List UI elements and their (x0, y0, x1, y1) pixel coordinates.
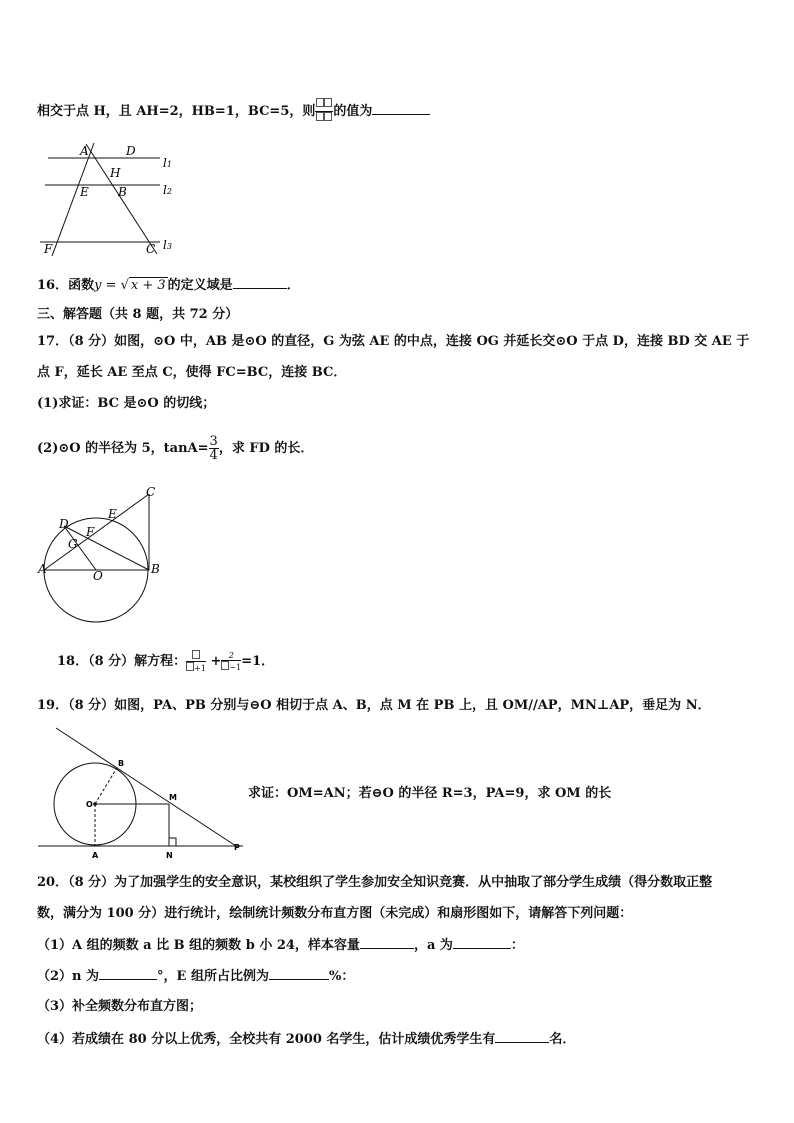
label-d: D (126, 144, 136, 158)
q20-line1: 20．（8 分）为了加强学生的安全意识，某校组织了学生参加安全知识竞赛．从中抽取了部分学生成绩（得分数取正整 (37, 875, 713, 890)
label-f: F (44, 242, 53, 256)
answer-blank (269, 967, 329, 980)
label-m: M (169, 793, 177, 802)
placeholder-box-icon (192, 650, 200, 659)
q19-proof: 求证：OM=AN；若⊖O 的半径 R=3，PA=9，求 OM 的长 (248, 786, 612, 801)
label-d: D (59, 517, 69, 531)
placeholder-box-icon (186, 662, 194, 671)
q20-part2 (37, 967, 354, 986)
q20-line2: 数，满分为 100 分）进行统计，绘制统计频数分布直方图（未完成）和扇形图如下，请解答下列问题： (37, 906, 633, 921)
label-p: P (234, 843, 240, 852)
label-n: N (166, 851, 173, 860)
q16-radicand: x + 3 (130, 278, 166, 293)
line-af (52, 143, 94, 256)
q18-line (57, 650, 274, 673)
q16-suffix: 的定义域是 (167, 278, 233, 293)
q16-line: 16．函数y = √ x + 3 的定义域是 ． (37, 278, 300, 293)
q20-part3: （3）补全频数分布直方图； (37, 999, 203, 1014)
q16-function: y = (94, 278, 121, 293)
fraction-denominator: −1 (229, 663, 242, 672)
placeholder-box-icon (324, 112, 332, 121)
q20-part1-text-b: ，a 为 (413, 938, 453, 953)
answer-blank (99, 967, 157, 980)
q18-fraction-1 (186, 650, 206, 673)
q20-part2-text-c: %： (328, 969, 355, 984)
label-e: E (108, 507, 117, 521)
label-a: A (38, 562, 47, 576)
label-l3: l3 (163, 238, 172, 252)
q20-part1 (37, 936, 524, 955)
fraction-denominator: +1 (194, 664, 206, 673)
q17-part2 (37, 435, 313, 462)
q19-line: 19．（8 分）如图，PA、PB 分别与⊖O 相切于点 A、B，点 M 在 PB 上，且 OM//AP，MN⊥AP，垂足为 N． (37, 698, 711, 713)
figure-tangent-circle (38, 722, 248, 862)
answer-blank (453, 936, 511, 949)
answer-blank (495, 1030, 549, 1043)
q20-part2-text: （2）n 为 (37, 969, 100, 984)
q18-fraction-2 (221, 651, 241, 672)
answer-blank (360, 936, 414, 949)
placeholder-box-icon (316, 112, 324, 121)
segment-ob (95, 766, 118, 804)
label-b: B (118, 759, 125, 768)
label-a: A (92, 851, 99, 860)
label-a: A (80, 144, 89, 158)
answer-blank (372, 102, 430, 115)
answer-blank (233, 276, 287, 289)
label-o: O (93, 569, 103, 583)
label-l1: l1 (163, 156, 172, 170)
fraction-numerator: 2 (221, 651, 241, 661)
placeholder-box-icon (316, 98, 324, 107)
sqrt-icon: √ (120, 278, 129, 293)
placeholder-box-icon (324, 98, 332, 107)
q15-fraction (315, 98, 333, 125)
right-angle-mark (169, 838, 176, 846)
q17-fraction (209, 435, 219, 462)
q17-part2-suffix: ，求 FD 的长． (218, 441, 314, 456)
q17-part1: (1)求证：BC 是⊙O 的切线； (37, 396, 216, 411)
figure-circle-tangent (34, 486, 164, 626)
center-point (93, 802, 97, 806)
label-g: G (68, 537, 78, 551)
label-b: B (118, 185, 127, 199)
q15-text: 相交于点 H，且 AH=2，HB=1，BC=5，则 (37, 104, 316, 119)
line-ac (86, 144, 157, 254)
q18-prefix: 18．（8 分）解方程： (57, 654, 187, 669)
q17-line2: 点 F，延长 AE 至点 C，使得 FC=BC，连接 BC． (37, 365, 347, 380)
fraction-numerator: 3 (209, 434, 218, 449)
label-h: H (110, 166, 121, 180)
q20-part4-text-b: 名． (549, 1032, 576, 1047)
q20-part4 (37, 1030, 575, 1049)
section-heading: 三、解答题（共 8 题，共 72 分） (37, 307, 239, 322)
q15-suffix: 的值为 (333, 104, 373, 119)
q20-part4-text: （4）若成绩在 80 分以上优秀，全校共有 2000 名学生，估计成绩优秀学生有 (37, 1032, 496, 1047)
label-b: B (151, 562, 160, 576)
line-ac (44, 494, 149, 570)
figure-parallel-lines (30, 138, 190, 263)
q18-suffix: =1． (241, 654, 275, 669)
q20-part2-text-b: °，E 组所占比例为 (157, 969, 269, 984)
label-f: F (86, 525, 95, 539)
label-e: E (80, 185, 89, 199)
fraction-denominator: 4 (209, 448, 218, 463)
q20-part1-text: （1）A 组的频数 a 比 B 组的频数 b 小 24，样本容量 (37, 938, 360, 953)
q17-line1: 17．（8 分）如图，⊙O 中，AB 是⊙O 的直径，G 为弦 AE 的中点，连接 OG 并延长交⊙O 于点 D，连接 BD 交 AE 于 (37, 334, 750, 349)
q20-part1-text-c: ： (510, 938, 524, 953)
q15-line (37, 98, 430, 125)
label-c: C (146, 242, 156, 256)
label-l2: l2 (163, 183, 172, 197)
label-o: O (86, 800, 93, 809)
q17-part2-prefix: (2)⊙O 的半径为 5，tanA= (37, 441, 209, 456)
q16-prefix: 16．函数 (37, 278, 95, 293)
q18-plus: + (210, 654, 222, 669)
line-bp (56, 728, 236, 846)
label-c: C (146, 486, 156, 499)
